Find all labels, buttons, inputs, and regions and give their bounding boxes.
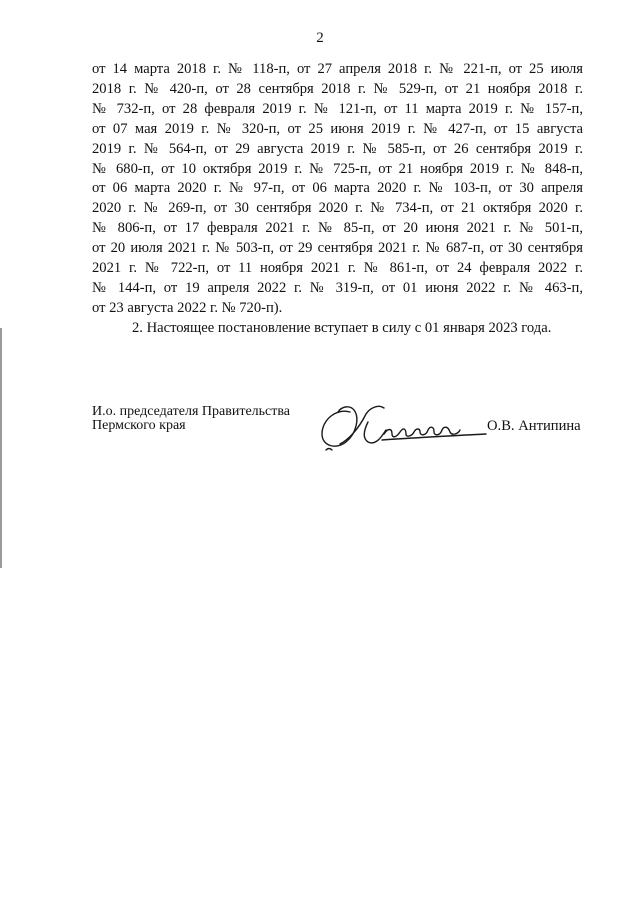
body-line: 2021 г. № 722-п, от 11 ноября 2021 г. № 861-п, от 24 февраля 2022 г. — [92, 260, 583, 277]
effective-date-paragraph: 2. Настоящее постановление вступает в силу с 01 января 2023 года. — [132, 319, 552, 336]
signer-name: О.В. Антипина — [487, 418, 581, 434]
body-line: 2020 г. № 269-п, от 30 сентября 2020 г. № 734-п, от 21 октября 2020 г. — [92, 200, 583, 217]
body-line: от 06 марта 2020 г. № 97-п, от 06 марта 2020 г. № 103-п, от 30 апреля — [92, 180, 583, 197]
body-line: № 680-п, от 10 октября 2019 г. № 725-п, от 21 ноября 2019 г. № 848-п, — [92, 160, 583, 177]
signatory-position-line: И.о. председателя Правительства — [92, 404, 291, 419]
body-line: 2019 г. № 564-п, от 29 августа 2019 г. № 585-п, от 26 сентября 2019 г. — [92, 140, 583, 157]
signatory-position-line: Пермского края — [92, 418, 186, 433]
body-line: от 20 июля 2021 г. № 503-п, от 29 сентября 2021 г. № 687-п, от 30 сентября — [92, 240, 583, 257]
body-line: от 23 августа 2022 г. № 720-п). — [92, 299, 283, 316]
body-line: от 14 марта 2018 г. № 118-п, от 27 апреля 2018 г. № 221-п, от 25 июля — [92, 61, 583, 77]
body-line: № 806-п, от 17 февраля 2021 г. № 85-п, от 20 июня 2021 г. № 501-п, — [92, 220, 583, 237]
document-body — [92, 60, 583, 339]
handwritten-signature — [318, 400, 488, 456]
page-number: 2 — [316, 30, 324, 46]
scan-edge-mark — [0, 328, 2, 568]
body-line: от 07 мая 2019 г. № 320-п, от 25 июня 2019 г. № 427-п, от 15 августа — [92, 120, 583, 137]
body-line: № 144-п, от 19 апреля 2022 г. № 319-п, от 01 июня 2022 г. № 463-п, — [92, 279, 583, 296]
body-line: № 732-п, от 28 февраля 2019 г. № 121-п, от 11 марта 2019 г. № 157-п, — [92, 100, 583, 117]
body-line: 2018 г. № 420-п, от 28 сентября 2018 г. № 529-п, от 21 ноября 2018 г. — [92, 80, 583, 97]
signatory-position — [92, 405, 290, 433]
